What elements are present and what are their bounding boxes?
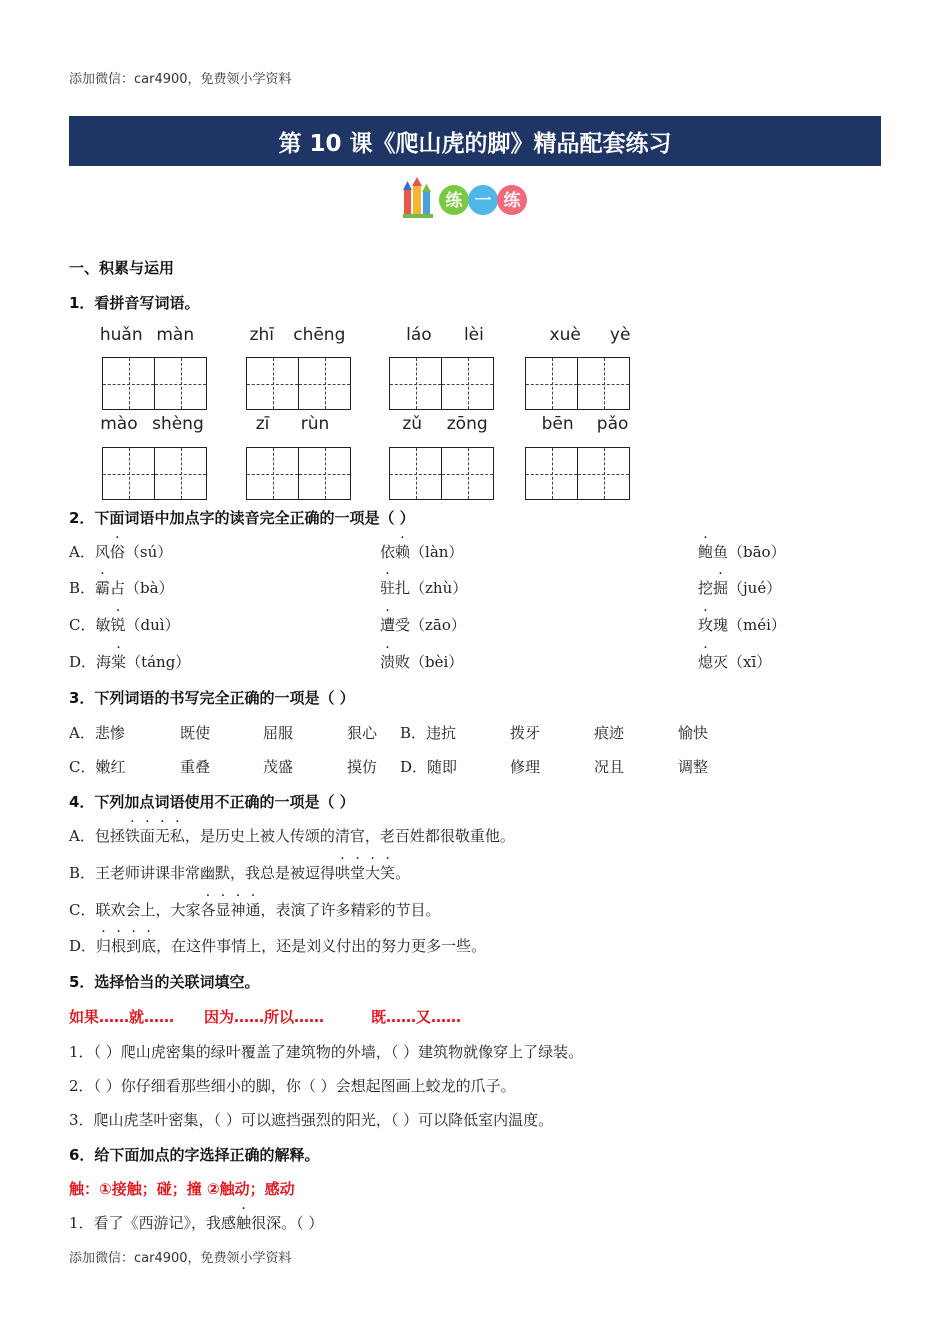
dotted-char: 神 — [230, 901, 246, 919]
conjunction-option: 因为……所以…… — [204, 1008, 325, 1026]
q5-item[interactable]: 2．（ ）你仔细看那些细小的脚，你（ ）会想起图画上蛟龙的爪子。 — [69, 1077, 516, 1095]
conjunction-option: 如果……就…… — [69, 1008, 175, 1026]
q4-option-c[interactable]: C．联欢会上，大家各显神通，表演了许多精彩的节目。 — [69, 901, 441, 919]
q2-word: 溃败（bèi） — [380, 653, 464, 671]
logo-char-1: 练 — [445, 191, 463, 211]
pinyin-group: bēn pǎo — [541, 414, 629, 434]
q3-title: 3．下列词语的书写完全正确的一项是（ ） — [69, 689, 355, 707]
dotted-char: 底 — [141, 937, 157, 955]
q6-title: 6．给下面加点的字选择正确的解释。 — [69, 1146, 320, 1164]
q2-option[interactable]: A．风俗（sú） — [69, 543, 173, 561]
dotted-char: 大 — [365, 864, 381, 882]
definition-options: 触：①接触；碰；撞 ②触动；感动 — [69, 1180, 295, 1198]
q3-word: 痕迹 — [594, 724, 625, 742]
q4-title: 4．下列加点词语使用不正确的一项是（ ） — [69, 793, 355, 811]
dotted-char: 堂 — [350, 864, 366, 882]
q2-option[interactable]: D．海棠（táng） — [69, 653, 191, 671]
dotted-char: 归 — [96, 937, 112, 955]
dotted-char: 私 — [169, 827, 185, 845]
q3-word: 屈服 — [263, 724, 294, 742]
q6-item[interactable]: 1．看了《西游记》，我感触很深。（ ） — [69, 1214, 324, 1232]
practice-logo — [402, 176, 532, 220]
q3-option-a[interactable]: A．悲惨 — [69, 724, 125, 742]
q5-item[interactable]: 1．（ ）爬山虎密集的绿叶覆盖了建筑物的外墙，（ ）建筑物就像穿上了绿装。 — [69, 1043, 584, 1061]
q3-option-c[interactable]: C．嫩红 — [69, 758, 126, 776]
q2-word: 依赖（làn） — [380, 543, 464, 561]
q2-word: 鲍鱼（bāo） — [698, 543, 786, 561]
q2-word: 遭受（zāo） — [380, 616, 466, 634]
dotted-char: 无 — [154, 827, 170, 845]
writing-grid[interactable] — [246, 447, 351, 500]
pinyin-group: zǔ zōng — [402, 414, 488, 434]
dotted-char: 哄 — [335, 864, 351, 882]
q2-word: 熄灭（xī） — [698, 653, 772, 671]
q2-word: 驻扎（zhù） — [380, 579, 468, 597]
dotted-char: 通 — [245, 901, 261, 919]
pinyin-group: xuè yè — [549, 325, 631, 345]
q3-word: 况且 — [594, 758, 625, 776]
pinyin-group: mào shèng — [100, 414, 204, 434]
writing-grid[interactable] — [525, 357, 630, 410]
dotted-phrase — [200, 901, 260, 919]
dotted-char: 铁 — [124, 827, 140, 845]
page-title: 第 10 课《爬山虎的脚》精品配套练习 — [69, 116, 881, 166]
dotted-char: 根 — [111, 937, 127, 955]
q2-word: 玫瑰（méi） — [698, 616, 786, 634]
dotted-char: 面 — [139, 827, 155, 845]
pinyin-group: zhī chēng — [249, 325, 346, 345]
q4-option-d[interactable]: D．归根到底，在这件事情上，还是刘义付出的努力更多一些。 — [69, 937, 487, 955]
pinyin-group: huǎn màn — [99, 325, 195, 345]
q4-option-a[interactable]: A．包拯铁面无私，是历史上被人传颂的清官，老百姓都很敬重他。 — [69, 827, 515, 845]
q3-option-b[interactable]: B．违抗 — [400, 724, 457, 742]
q3-word: 拨牙 — [510, 724, 541, 742]
q3-word: 愉快 — [678, 724, 709, 742]
section-heading: 一、积累与运用 — [69, 259, 175, 277]
pinyin-group: láo lèi — [406, 325, 484, 345]
writing-grid[interactable] — [102, 447, 207, 500]
logo-char-2: 一 — [474, 191, 492, 211]
conjunction-option: 既……又…… — [371, 1008, 462, 1026]
dotted-char: 笑 — [380, 864, 396, 882]
q3-word: 狠心 — [347, 724, 378, 742]
writing-grid[interactable] — [102, 357, 207, 410]
dotted-char: 显 — [215, 901, 231, 919]
q3-word: 既使 — [180, 724, 211, 742]
dotted-phrase — [335, 864, 395, 882]
q2-option[interactable]: B．霸占（bà） — [69, 579, 174, 597]
q2-title: 2．下面词语中加点字的读音完全正确的一项是（ ） — [69, 509, 415, 527]
q3-word: 摸仿 — [347, 758, 378, 776]
writing-grid[interactable] — [246, 357, 351, 410]
dotted-phrase — [125, 827, 185, 845]
q3-option-d[interactable]: D．随即 — [400, 758, 458, 776]
q3-word: 调整 — [678, 758, 709, 776]
q1-title: 1．看拼音写词语。 — [69, 294, 200, 312]
q3-word: 茂盛 — [263, 758, 294, 776]
footer-note: 添加微信：car4900，免费领小学资料 — [69, 1251, 292, 1266]
dotted-char: 各 — [200, 901, 216, 919]
logo-char-3: 练 — [503, 191, 521, 211]
dotted-phrase — [96, 937, 156, 955]
q5-item[interactable]: 3．爬山虎茎叶密集，（ ）可以遮挡强烈的阳光，（ ）可以降低室内温度。 — [69, 1111, 554, 1129]
q5-title: 5．选择恰当的关联词填空。 — [69, 973, 260, 991]
q3-word: 修理 — [510, 758, 541, 776]
writing-grid[interactable] — [525, 447, 630, 500]
header-note: 添加微信：car4900，免费领小学资料 — [69, 72, 292, 87]
writing-grid[interactable] — [389, 447, 494, 500]
q4-option-b[interactable]: B．王老师讲课非常幽默，我总是被逗得哄堂大笑。 — [69, 864, 411, 882]
writing-grid[interactable] — [389, 357, 494, 410]
q2-option[interactable]: C．敏锐（duì） — [69, 616, 180, 634]
q2-word: 挖掘（jué） — [698, 579, 782, 597]
dotted-char: 到 — [126, 937, 142, 955]
q3-word: 重叠 — [180, 758, 211, 776]
pinyin-group: zī rùn — [255, 414, 330, 434]
